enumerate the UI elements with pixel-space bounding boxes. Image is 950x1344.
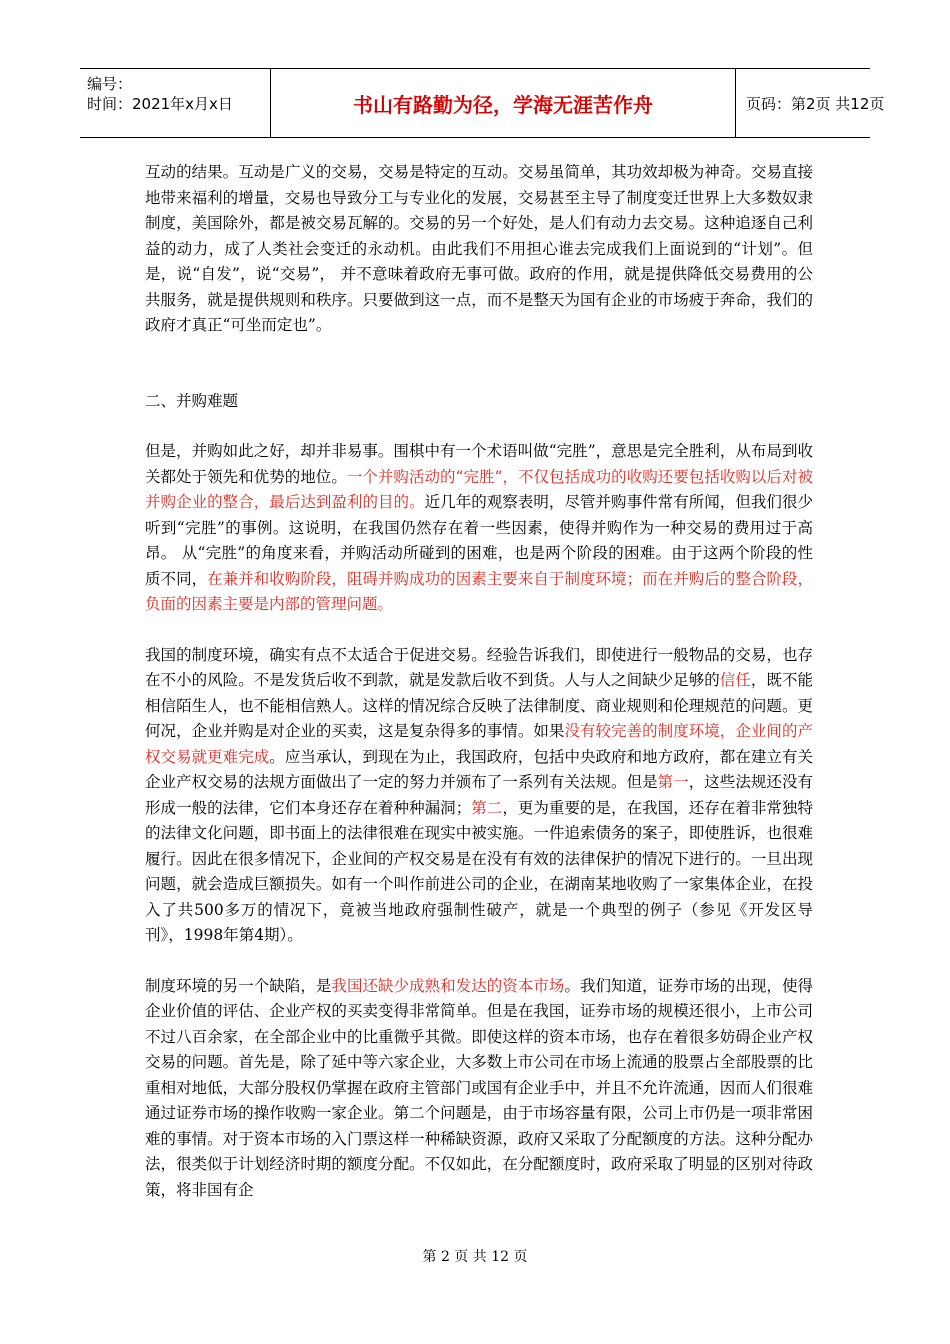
- paragraph-4-text-2: 。我们知道，证券市场的出现，使得企业价值的评估、企业产权的买卖变得非常简单。但是在我国，证券市场的规模还很小，上市公司不过八百余家，在全部企业中的比重微乎其微。即使这样的资本市场，也存在着很多妨碍企业产权交易的问题。首先是，除了延中等六家企业，大多数上市公司在市场上流通的股票占全部股票的比重相对地低，大部分股权仍掌握在政府主管部门或国有企业手中，并且不允许流通，因而人们很难通过证券市场的操作收购一家企业。第二个问题是，由于市场容量有限，公司上市仍是一项非常困难的事情。对于资本市场的入门票这样一种稀缺资源，政府又采取了分配额度的方法。这种分配办法，很类似于计划经济时期的额度分配。不仅如此，在分配额度时，政府采取了明显的区别对待政策，将非国有企: [145, 976, 813, 1199]
- paragraph-3-highlight-1: 信任: [719, 671, 751, 689]
- paragraph-1: 互动的结果。互动是广义的交易，交易是特定的互动。交易虽简单，其功效却极为神奇。交易直接地带来福利的增量，交易也导致分工与专业化的发展，交易甚至主导了制度变迁世界上大多数奴隶制度，美国除外，都是被交易瓦解的。交易的另一个好处，是人们有动力去交易。这种追逐自己利益的动力，成了人类社会变迁的永动机。由此我们不用担心谁去完成我们上面说到的“计划”。但是，说“自发”，说“交易”， 并不意味着政府无事可做。政府的作用，就是提供降低交易费用的公共服务，就是提供规则和秩序。只要做到这一点，而不是整天为国有企业的市场疲于奔命，我们的政府才真正“可坐而定也”。: [145, 163, 813, 334]
- section-heading: 二、并购难题: [145, 391, 239, 410]
- paragraph-4-text-1: 制度环境的另一个缺陷，是: [145, 976, 332, 995]
- paragraph-2-highlight-2: 在兼并和收购阶段，阻碍并购成功的因素主要来自于制度环境；而在并购后的整合阶段，负面的因素主要是内部的管理问题。: [145, 569, 813, 613]
- paragraph-2: [145, 439, 813, 618]
- paragraph-2-text-2: 近几年的观察表明，尽管并购事件常有所闻，但我们很少听到“完胜”的事例。这说明，在我国仍然存在着一些因素，使得并购作为一种交易的费用过于高昂。 从“完胜”的角度来看，并购活动所碰到的困难，也是两个阶段的困难。由于这两个阶段的性质不同，: [145, 493, 813, 588]
- paragraph-2-text-1: 但是，并购如此之好，却并非易事。围棋中有一个术语叫做“完胜”，意思是完全胜利，从布局到收关都处于领先和优势的地位。: [145, 442, 813, 486]
- paragraph-3-highlight-4: 第二: [471, 798, 503, 817]
- page-footer: 第 2 页 共 12 页: [422, 1249, 528, 1265]
- paragraph-3-text-4: ，这些法规还没有形成一般的法律，它们本身还存在着种种漏洞；: [145, 773, 813, 817]
- motto: 书山有路勤为径，学海无涯苦作舟: [353, 93, 653, 117]
- document-body: [145, 160, 813, 1203]
- paragraph-2-highlight-1: 一个并购活动的“完胜”，不仅包括成功的收购还要包括收购以后对被并购企业的整合，最后达到盈利的目的。: [145, 467, 813, 511]
- paragraph-3-highlight-3: 第一: [657, 773, 689, 791]
- header-left-cell: [80, 69, 270, 137]
- header-page-cell: [736, 69, 885, 137]
- serial-label: 编号：: [87, 75, 133, 93]
- page-info: 页码：第2页 共12页: [746, 95, 885, 113]
- paragraph-3-text-1: 我国的制度环境，确实有点不太适合于促进交易。经验告诉我们，即使进行一般物品的交易，也存在不小的风险。不是发货后收不到款，就是发款后收不到货。人与人之间缺少足够的: [145, 645, 813, 689]
- paragraph-3-text-3: 。应当承认，到现在为止，我国政府，包括中央政府和地方政府，都在建立有关企业产权交易的法规方面做出了一定的努力并颁布了一系列有关法规。但是: [145, 747, 813, 791]
- header-motto-cell: [270, 69, 736, 137]
- paragraph-3-text-2: ，既不能相信陌生人，也不能相信熟人。这样的情况综合反映了法律制度、商业规则和伦理规范的问题。更何况，企业并购是对企业的买卖，这是复杂得多的事情。如果: [145, 671, 813, 740]
- paragraph-3-highlight-2: 没有较完善的制度环境，企业间的产权交易就更难完成: [145, 722, 813, 766]
- paragraph-4: [145, 974, 813, 1204]
- paragraph-3-text-5: ，更为重要的是，在我国，还存在着非常独特的法律文化问题，即书面上的法律很难在现实中被实施。一件追索债务的案子，即使胜诉，也很难履行。因此在很多情况下，企业间的产权交易是在没有有效的法律保护的情况下进行的。一旦出现问题，就会造成巨额损失。如有一个叫作前进公司的企业，在湖南某地收购了一家集体企业，在投入了共500多万的情况下，竟被当地政府强制性破产，就是一个典型的例子（参见《开发区导刊》，1998年第4期）。: [145, 798, 813, 944]
- paragraph-4-highlight-1: 我国还缺少成熟和发达的资本市场: [331, 976, 565, 995]
- date-line: 时间：2021年x月x日: [87, 95, 233, 113]
- header-table: [80, 68, 885, 138]
- paragraph-3: [145, 643, 813, 949]
